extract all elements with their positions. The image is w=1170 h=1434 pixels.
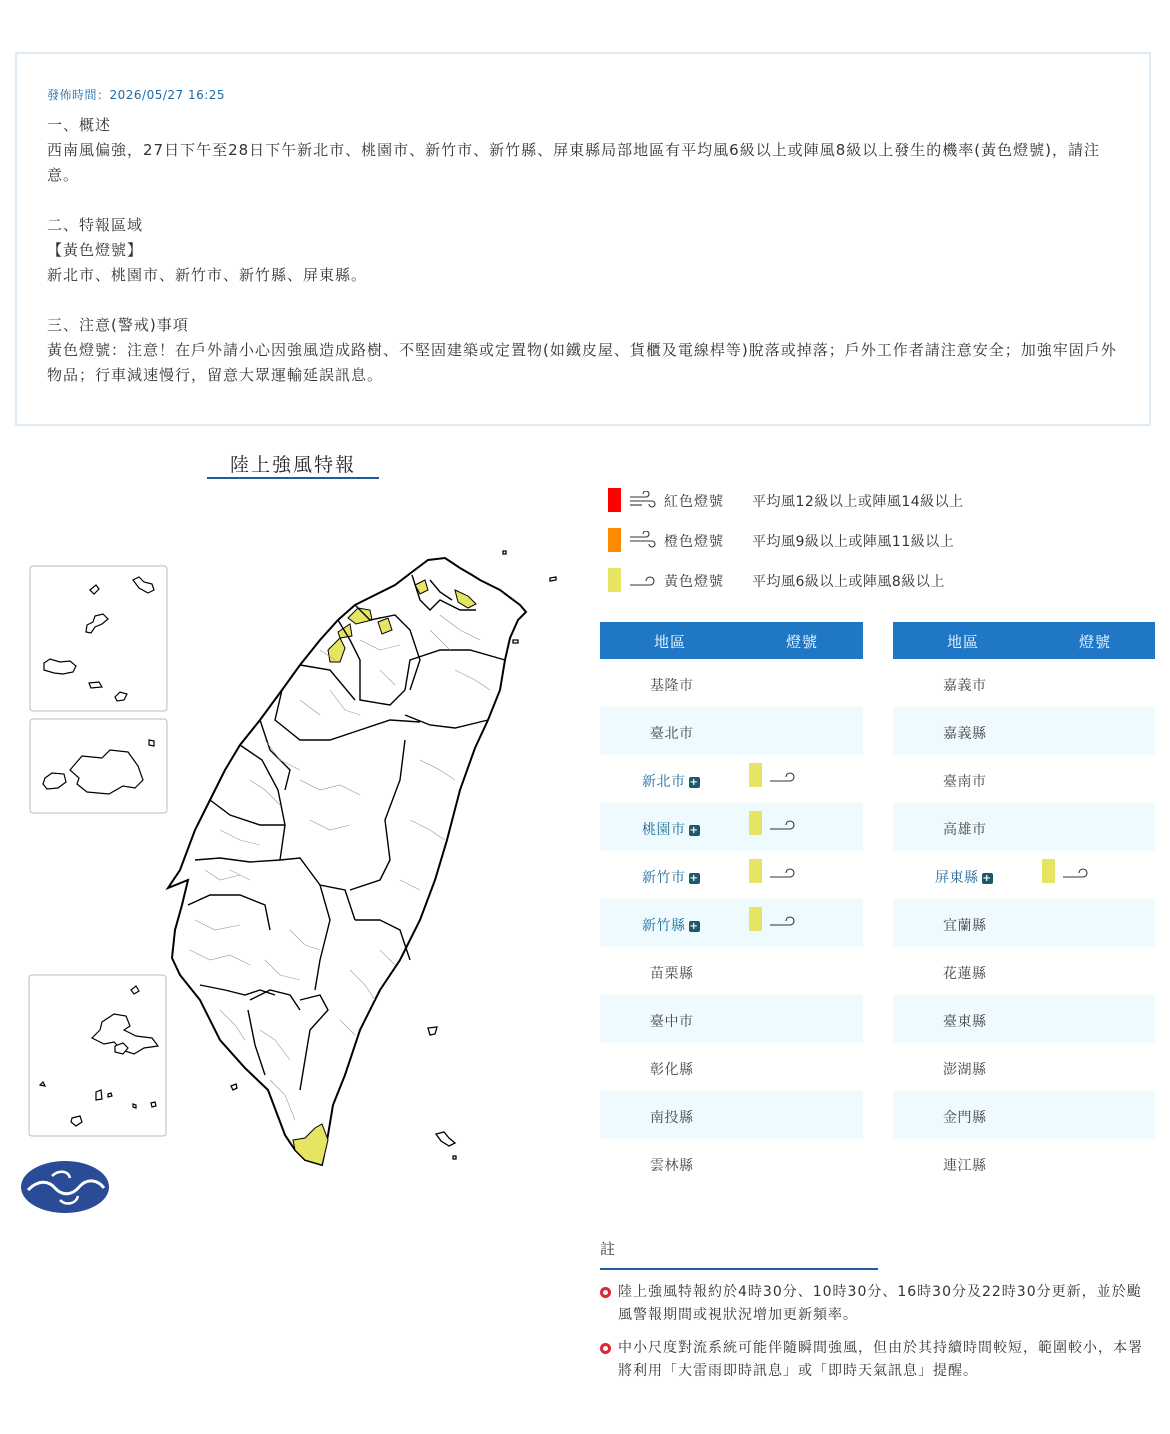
table-row xyxy=(600,1139,863,1187)
legend-yellow-desc: 平均風6級以上或陣風8級以上 xyxy=(752,574,945,590)
region-name-text: 臺東縣 xyxy=(943,1014,987,1030)
notes-title-underline xyxy=(600,1268,878,1270)
region-name-text: 苗栗縣 xyxy=(650,966,694,982)
signal-swatch xyxy=(1042,859,1055,883)
region-name-text: 雲林縣 xyxy=(650,1158,694,1174)
signal-swatch xyxy=(749,907,762,931)
region-name-text: 花蓮縣 xyxy=(943,966,987,982)
col-signal-header: 燈號 xyxy=(786,633,819,651)
table-row[interactable] xyxy=(600,803,863,851)
region-name xyxy=(650,963,694,983)
signal-swatch xyxy=(749,811,762,835)
notice-paragraph: 新北市、桃園市、新竹市、新竹縣、屏東縣。 xyxy=(47,266,368,284)
legend-yellow-swatch xyxy=(608,568,621,592)
region-name-text: 臺中市 xyxy=(650,1014,694,1030)
expand-plus-icon[interactable]: + xyxy=(689,777,699,788)
light-wind-icon xyxy=(768,767,798,785)
table-row xyxy=(600,1043,863,1091)
region-name-text: 臺北市 xyxy=(650,726,694,742)
region-name[interactable] xyxy=(642,819,700,839)
notice-paragraph: 三、注意(警戒)事項 xyxy=(47,316,189,334)
col-region-header: 地區 xyxy=(947,633,980,651)
region-name xyxy=(650,1107,694,1127)
note-item xyxy=(600,1281,1150,1327)
bullet-icon xyxy=(600,1343,611,1354)
region-name-text: 臺南市 xyxy=(943,774,987,790)
table-row xyxy=(893,995,1155,1043)
col-signal-header: 燈號 xyxy=(1079,633,1112,651)
table-body xyxy=(893,659,1155,1187)
inset-frame-penghu xyxy=(29,975,166,1136)
table-row[interactable] xyxy=(893,851,1155,899)
region-table-right xyxy=(893,622,1155,1187)
region-name[interactable] xyxy=(642,915,700,935)
table-row xyxy=(893,1091,1155,1139)
region-name-text: 基隆市 xyxy=(650,678,694,694)
expand-plus-icon[interactable]: + xyxy=(689,825,699,836)
legend-red-desc: 平均風12級以上或陣風14級以上 xyxy=(752,494,964,510)
note-text: 中小尺度對流系統可能伴隨瞬間強風，但由於其持續時間較短，範圍較小，本署將利用「大雷雨即時訊息」或「即時天氣訊息」提醒。 xyxy=(618,1340,1143,1379)
expand-plus-icon[interactable]: + xyxy=(689,921,699,932)
signal-swatch xyxy=(749,763,762,787)
region-name-text: 嘉義縣 xyxy=(943,726,987,742)
table-row xyxy=(893,755,1155,803)
warning-notice-box xyxy=(15,52,1151,426)
table-row xyxy=(600,947,863,995)
notice-paragraph xyxy=(47,188,1127,213)
region-name-text: 澎湖縣 xyxy=(943,1062,987,1078)
region-name-text: 新竹市 xyxy=(642,870,686,886)
region-name-text: 桃園市 xyxy=(642,822,686,838)
table-row xyxy=(600,1091,863,1139)
region-name xyxy=(943,1011,987,1031)
notice-paragraph: 西南風偏強，27日下午至28日下午新北市、桃園市、新竹市、新竹縣、屏東縣局部地區有平均風6級以上或陣風8級以上發生的機率(黃色燈號)，請注意。 xyxy=(47,141,1100,184)
region-name xyxy=(650,675,694,695)
legend-red-name: 紅色燈號 xyxy=(664,494,724,510)
region-name xyxy=(943,963,987,983)
bullet-icon xyxy=(600,1287,611,1298)
table-row[interactable] xyxy=(600,899,863,947)
region-name-text: 嘉義市 xyxy=(943,678,987,694)
inset-islands xyxy=(40,577,158,1126)
inset-frames xyxy=(29,566,167,1136)
legend-yellow-name: 黃色燈號 xyxy=(664,574,724,590)
region-name[interactable] xyxy=(642,771,700,791)
col-region-header: 地區 xyxy=(654,633,687,651)
light-wind-icon xyxy=(768,815,798,833)
table-row xyxy=(893,899,1155,947)
note-text: 陸上強風特報約於4時30分、10時30分、16時30分及22時30分更新，並於颱風警報期間或視狀況增加更新頻率。 xyxy=(618,1284,1142,1323)
wind-icon xyxy=(628,531,658,549)
light-wind-icon xyxy=(628,571,658,589)
notice-text xyxy=(47,113,1127,388)
region-name-text: 連江縣 xyxy=(943,1158,987,1174)
legend-orange-swatch xyxy=(608,528,621,552)
region-name[interactable] xyxy=(642,867,700,887)
notice-paragraph: 二、特報區域 xyxy=(47,216,144,234)
legend-orange-name: 橙色燈號 xyxy=(664,534,724,550)
table-row xyxy=(893,659,1155,707)
region-name xyxy=(943,819,987,839)
region-name-text: 彰化縣 xyxy=(650,1062,694,1078)
publish-time: 發佈時間：2026/05/27 16:25 xyxy=(47,88,226,102)
light-wind-icon xyxy=(1061,863,1091,881)
region-name xyxy=(943,723,987,743)
region-name xyxy=(650,1155,694,1175)
region-name xyxy=(943,1155,987,1175)
region-name-text: 新北市 xyxy=(642,774,686,790)
expand-plus-icon[interactable]: + xyxy=(982,873,992,884)
table-row xyxy=(893,1043,1155,1091)
notice-paragraph: 黃色燈號：注意！在戶外請小心因強風造成路樹、不堅固建築或定置物(如鐵皮屋、貨櫃及電線桿等)脫落或掉落；戶外工作者請注意安全；加強牢固戶外物品；行車減速慢行，留意大眾運輸延誤訊息。 xyxy=(47,341,1117,384)
notice-paragraph xyxy=(47,288,1127,313)
region-name xyxy=(650,723,694,743)
taiwan-wind-map[interactable] xyxy=(0,480,580,1240)
expand-plus-icon[interactable]: + xyxy=(689,873,699,884)
table-row xyxy=(600,659,863,707)
region-name-text: 高雄市 xyxy=(943,822,987,838)
light-wind-icon xyxy=(768,863,798,881)
table-row xyxy=(893,947,1155,995)
region-name xyxy=(943,1107,987,1127)
cwa-logo xyxy=(21,1161,109,1213)
map-title: 陸上強風特報 xyxy=(229,454,356,476)
legend-red-swatch xyxy=(608,488,621,512)
region-name xyxy=(943,1059,987,1079)
table-row xyxy=(893,803,1155,851)
region-name xyxy=(943,771,987,791)
table-row xyxy=(893,1139,1155,1187)
note-item xyxy=(600,1337,1150,1383)
region-table-left xyxy=(600,622,863,1187)
notice-paragraph: 一、概述 xyxy=(47,116,112,134)
table-row[interactable] xyxy=(600,851,863,899)
notes-title: 註 xyxy=(600,1240,617,1258)
region-name xyxy=(943,675,987,695)
region-name-text: 南投縣 xyxy=(650,1110,694,1126)
table-row xyxy=(600,995,863,1043)
table-header xyxy=(600,622,863,659)
region-name[interactable] xyxy=(935,867,993,887)
map-title-underline xyxy=(207,477,379,479)
region-name xyxy=(650,1059,694,1079)
notice-paragraph: 【黃色燈號】 xyxy=(47,241,144,259)
table-header xyxy=(893,622,1155,659)
light-wind-icon xyxy=(768,911,798,929)
table-row xyxy=(893,707,1155,755)
strong-wind-icon xyxy=(628,491,658,509)
legend-orange-desc: 平均風9級以上或陣風11級以上 xyxy=(752,534,955,550)
region-name-text: 宜蘭縣 xyxy=(943,918,987,934)
region-name-text: 金門縣 xyxy=(943,1110,987,1126)
region-name xyxy=(943,915,987,935)
table-body xyxy=(600,659,863,1187)
region-name xyxy=(650,1011,694,1031)
table-row[interactable] xyxy=(600,755,863,803)
region-name-text: 新竹縣 xyxy=(642,918,686,934)
signal-swatch xyxy=(749,859,762,883)
region-name-text: 屏東縣 xyxy=(935,870,979,886)
main-island-outline xyxy=(168,558,526,1165)
table-row xyxy=(600,707,863,755)
